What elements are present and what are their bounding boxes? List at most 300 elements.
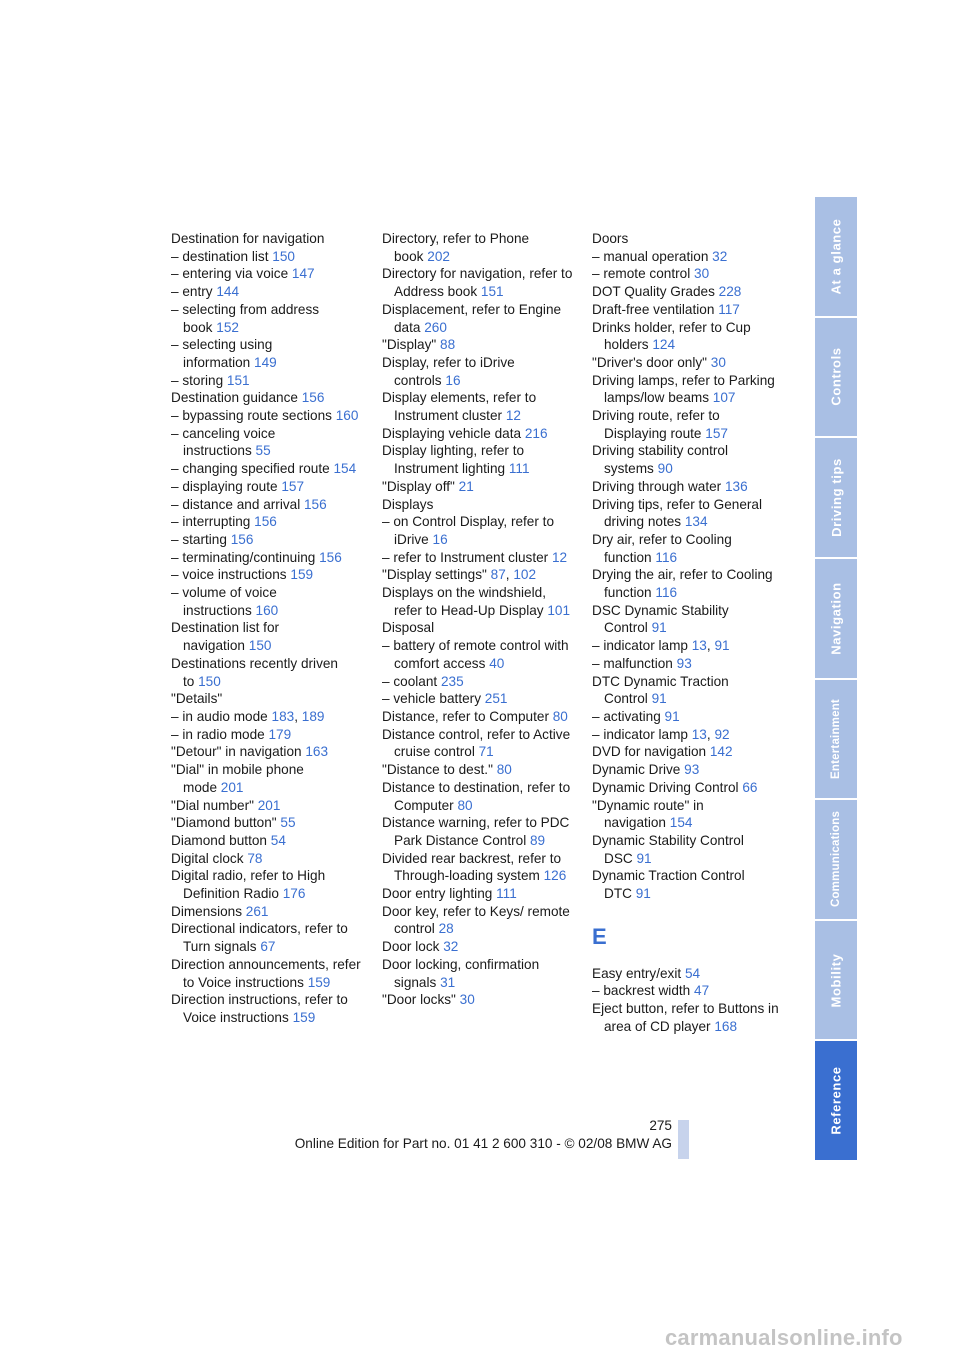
index-entry-text: – voice instructions <box>171 567 287 583</box>
index-entry-text: – destination list <box>171 248 269 264</box>
index-entry <box>171 248 363 266</box>
index-entry <box>382 230 574 265</box>
index-entry <box>382 619 574 637</box>
page-link[interactable]: 260 <box>424 319 447 335</box>
index-entry-text: – manual operation <box>592 248 709 264</box>
index-entry-text: Display, refer to iDrive controls <box>382 354 515 388</box>
page-link[interactable]: 144 <box>216 284 240 300</box>
index-entry-text: – distance and arrival <box>171 496 301 512</box>
index-entry <box>382 265 574 300</box>
index-entry-text: Divided rear backrest, refer to Through-loading system <box>382 850 562 884</box>
index-entry <box>171 549 363 567</box>
index-entry <box>592 602 784 637</box>
tab-communications[interactable] <box>815 800 857 919</box>
index-entry <box>382 301 574 336</box>
index-entry-text: Destination guidance <box>171 390 298 406</box>
index-entry-text: – selecting from address book <box>171 301 320 335</box>
tab-reference[interactable] <box>815 1041 857 1160</box>
page-link[interactable]: 201 <box>257 797 281 813</box>
index-entry-text: Driving route, refer to Displaying route <box>592 408 720 441</box>
index-entry <box>171 513 363 531</box>
index-entry-text: Destinations recently driven to <box>171 655 338 689</box>
index-entry <box>171 814 363 832</box>
page-link[interactable]: 107 <box>712 390 736 406</box>
tab-controls[interactable] <box>815 318 857 437</box>
index-entry <box>592 301 784 319</box>
index-entry <box>171 743 363 761</box>
page-link[interactable]: 156 <box>230 531 254 547</box>
tab-label: At a glance <box>828 218 844 295</box>
tab-navigation[interactable] <box>815 559 857 678</box>
page-link[interactable]: 30 <box>459 992 475 1008</box>
index-entry-text: Driving stability control systems <box>592 443 728 477</box>
page-link[interactable]: 157 <box>281 478 305 494</box>
index-entry-text: Direction announcements, refer to Voice instructions <box>171 956 361 990</box>
index-entry-text: "Driver's door only" <box>592 354 707 370</box>
index-entry-text: Displays on the windshield, refer to Head-Up Display <box>382 585 546 618</box>
index-entry <box>171 619 363 654</box>
tab-at-a-glance[interactable] <box>815 197 857 316</box>
tab-label: Controls <box>828 347 844 407</box>
page-link[interactable]: 134 <box>684 514 708 530</box>
index-entry-text: "Display off" <box>382 478 455 494</box>
index-entry <box>382 779 574 814</box>
index-entry <box>592 442 784 477</box>
page-link[interactable]: 156 <box>304 496 327 512</box>
page-link[interactable]: 117 <box>718 301 740 317</box>
tab-label: Communications <box>830 811 842 908</box>
index-entry-text: – canceling voice instructions <box>171 425 276 459</box>
index-entry-text: – malfunction <box>592 655 673 671</box>
index-entry-text: "Diamond button" <box>171 815 277 831</box>
index-entry-text: Destination for navigation <box>171 231 325 246</box>
page-link[interactable]: 202 <box>427 248 450 264</box>
index-entry <box>592 372 784 407</box>
index-entry <box>382 814 574 849</box>
index-entry <box>592 743 784 761</box>
page-link[interactable]: 30 <box>694 266 710 282</box>
index-entry <box>592 1000 784 1035</box>
index-entry <box>592 230 784 248</box>
page-link[interactable]: 93 <box>684 762 700 778</box>
index-entry-text: Directory, refer to Phone book <box>382 231 530 264</box>
index-entry-text: Displays <box>382 496 434 512</box>
index-entry-text: Door key, refer to Keys/ remote control <box>382 903 570 937</box>
index-entry-text: Directory for navigation, refer to Address book <box>382 266 573 300</box>
index-entry-text: Dynamic Stability Control DSC <box>592 832 744 866</box>
index-entry <box>171 265 363 283</box>
index-entry <box>171 655 363 690</box>
index-entry <box>592 797 784 832</box>
index-entry-text: – battery of remote control with comfort access <box>382 638 569 671</box>
index-entry-text: DTC Dynamic Traction Control <box>592 673 729 707</box>
index-entry-text: – selecting using information <box>171 337 273 370</box>
index-entry-text: Distance control, refer to Active cruise control <box>382 726 571 760</box>
footer-bar <box>678 1120 689 1159</box>
index-entry <box>592 566 784 601</box>
page-link[interactable]: 111 <box>496 886 517 902</box>
page-link[interactable]: 13 <box>691 726 707 742</box>
index-entry-text: Driving through water <box>592 478 722 494</box>
tab-driving-tips[interactable] <box>815 438 857 557</box>
index-entry-text: Display elements, refer to Instrument cluster <box>382 390 537 424</box>
index-entry <box>382 956 574 991</box>
index-entry <box>382 726 574 761</box>
page-link[interactable]: 228 <box>718 284 742 300</box>
index-entry-text: – bypassing route sections <box>171 408 332 424</box>
page-link[interactable]: 159 <box>290 567 314 583</box>
page-link[interactable]: 189 <box>301 708 325 724</box>
page-link[interactable]: 91 <box>636 850 652 866</box>
index-entry <box>382 991 574 1009</box>
index-entry-text: "Display settings" <box>382 567 487 583</box>
page-link[interactable]: 183 <box>271 708 295 724</box>
page-link[interactable]: 156 <box>301 390 325 406</box>
index-entry-text: – coolant <box>382 673 438 689</box>
index-entry <box>382 938 574 956</box>
index-entry-text: Distance warning, refer to PDC Park Distance Control <box>382 815 570 848</box>
page-link[interactable]: 154 <box>333 461 357 477</box>
index-entry <box>171 991 363 1026</box>
index-entry <box>382 584 574 619</box>
index-entry <box>592 283 784 301</box>
index-entry-text: – indicator lamp <box>592 726 688 742</box>
index-entry-text: Digital radio, refer to High Definition Radio <box>171 868 326 902</box>
index-entry-text: – on Control Display, refer to iDrive <box>382 514 555 547</box>
tab-label: Reference <box>828 1066 844 1135</box>
page-link[interactable]: 28 <box>438 921 454 937</box>
index-entry-text: – remote control <box>592 266 691 282</box>
index-entry <box>171 850 363 868</box>
index-letter-heading: E <box>592 923 607 949</box>
index-entry-text: Disposal <box>382 620 435 636</box>
index-entry <box>171 283 363 301</box>
page-link[interactable]: 235 <box>440 673 464 689</box>
index-entry-text: Display lighting, refer to Instrument lighting <box>382 443 525 477</box>
page-link[interactable]: 80 <box>496 762 512 778</box>
page-link[interactable]: 71 <box>478 744 494 760</box>
index-entry-text: Doors <box>592 231 629 246</box>
page-link[interactable]: 163 <box>305 744 329 760</box>
index-entry <box>171 761 363 796</box>
index-entry: – indicator lamp 13, 92 <box>592 726 730 742</box>
index-entry <box>171 584 363 619</box>
index-entry-text: – refer to Instrument cluster <box>382 549 549 565</box>
page-link[interactable]: 16 <box>445 372 461 388</box>
page-link[interactable]: 32 <box>443 939 459 955</box>
page-link[interactable]: 31 <box>440 974 456 990</box>
index-entry-text: – storing <box>171 372 224 388</box>
page-link[interactable]: 54 <box>684 965 701 981</box>
index-entry: – indicator lamp 13, 91 <box>592 638 730 654</box>
index-entry <box>382 673 574 691</box>
index-entry <box>592 655 784 673</box>
index-entry <box>171 867 363 902</box>
index-entry-text: – activating <box>592 708 661 724</box>
tab-label: Entertainment <box>830 698 843 779</box>
page-link[interactable]: 159 <box>292 1009 316 1025</box>
index-entry <box>171 690 363 708</box>
index-entry <box>382 549 574 567</box>
index-entry-text: "Door locks" <box>382 992 456 1008</box>
index-column-1 <box>171 230 363 1027</box>
index-entry <box>592 832 784 867</box>
index-entry-text: Destination list for navigation <box>171 620 280 654</box>
index-entry-text: Dimensions <box>171 903 243 919</box>
page-link[interactable]: 261 <box>245 903 269 919</box>
index-entry <box>382 513 574 548</box>
page-link[interactable]: 32 <box>712 248 728 264</box>
index-entry-text: "Display" <box>382 337 437 353</box>
index-entry <box>382 478 574 496</box>
index-entry <box>171 301 363 336</box>
page-link[interactable]: 91 <box>651 691 667 707</box>
index-entry <box>382 496 574 514</box>
index-entry-text: Drying the air, refer to Cooling function <box>592 567 773 601</box>
page-link[interactable]: 201 <box>220 779 244 795</box>
index-entry-text: – in audio mode <box>171 708 268 724</box>
index-entry <box>592 265 784 283</box>
index-entry-text: Diamond button <box>171 832 267 848</box>
index-entry: – in audio mode 183, 189 <box>171 708 325 724</box>
index-entry <box>171 726 363 744</box>
index-entry-text: Eject button, refer to Buttons in area of CD player <box>592 1001 779 1034</box>
index-entry-text: – entering via voice <box>171 266 289 282</box>
tab-label: Mobility <box>828 953 844 1008</box>
index-entry <box>171 478 363 496</box>
index-entry-text: Door lock <box>382 939 440 955</box>
index-entry <box>171 920 363 955</box>
index-entry-text: – interrupting <box>171 514 251 530</box>
index-entry <box>592 496 784 531</box>
page-link[interactable]: 90 <box>657 461 673 477</box>
page-link[interactable]: 160 <box>335 408 359 424</box>
page-link[interactable]: 80 <box>552 708 568 724</box>
tab-label: Navigation <box>828 581 844 655</box>
index-entry-text: Distance to destination, refer to Computer <box>382 779 571 813</box>
index-entry <box>171 496 363 514</box>
page-link[interactable]: 157 <box>705 425 728 441</box>
index-entry-text: DVD for navigation <box>592 744 707 760</box>
index-entry-text: "Dial" in mobile phone mode <box>171 762 304 795</box>
page-link[interactable]: 91 <box>714 638 730 654</box>
index-entry-text: – entry <box>171 284 213 300</box>
page-link[interactable]: 12 <box>505 408 521 424</box>
index-entry-text: Door entry lighting <box>382 886 493 902</box>
index-entry <box>171 336 363 371</box>
index-entry <box>382 389 574 424</box>
index-entry <box>171 797 363 815</box>
index-entry-text: Digital clock <box>171 850 244 866</box>
page-link[interactable]: 149 <box>254 354 277 370</box>
page-link[interactable]: 152 <box>216 319 239 335</box>
index-entry <box>592 965 784 983</box>
page-link[interactable]: 151 <box>226 372 250 388</box>
index-entry-text: – in radio mode <box>171 726 265 742</box>
index-entry-text: Driving tips, refer to General driving notes <box>592 496 762 530</box>
index-entry <box>171 425 363 460</box>
index-entry-text: Dynamic Traction Control DTC <box>592 868 745 902</box>
section-tabs <box>815 197 857 1160</box>
index-entry <box>171 460 363 478</box>
page-link[interactable]: 80 <box>457 797 473 813</box>
index-entry <box>592 673 784 708</box>
index-entry <box>171 566 363 584</box>
page-link[interactable]: 216 <box>524 425 548 441</box>
page-link[interactable]: 54 <box>270 832 286 848</box>
page-link[interactable]: 156 <box>254 514 277 530</box>
page-link[interactable]: 142 <box>709 744 733 760</box>
index-entry <box>592 708 784 726</box>
page-link[interactable]: 151 <box>480 284 504 300</box>
index-entry-text: "Details" <box>171 691 223 707</box>
page-link[interactable]: 89 <box>530 832 546 848</box>
page-link[interactable]: 16 <box>432 531 448 547</box>
page-link[interactable]: 87 <box>490 567 506 583</box>
index-entry-text: – volume of voice instructions <box>171 585 277 618</box>
page-link[interactable]: 150 <box>248 638 272 654</box>
index-entry <box>592 407 784 442</box>
index-entry <box>382 903 574 938</box>
page-link[interactable]: 91 <box>651 620 667 636</box>
index-entry-text: Distance, refer to Computer <box>382 708 549 724</box>
page-link[interactable]: 66 <box>742 779 758 795</box>
index-entry-text: "Detour" in navigation <box>171 744 302 760</box>
page-link[interactable]: 251 <box>484 691 508 707</box>
page-link[interactable]: 91 <box>635 886 651 902</box>
index-entry-text: Driving lamps, refer to Parking lamps/low beams <box>592 372 775 406</box>
page-link[interactable]: 92 <box>714 726 730 742</box>
page-link[interactable]: 78 <box>247 850 263 866</box>
index-entry <box>382 761 574 779</box>
page-link[interactable]: 124 <box>652 337 676 353</box>
index-entry <box>592 779 784 797</box>
index-entry <box>171 389 363 407</box>
index-entry <box>171 230 363 248</box>
index-entry-text: – changing specified route <box>171 461 330 477</box>
index-entry <box>592 248 784 266</box>
index-entry <box>592 319 784 354</box>
index-entry-text: Draft-free ventilation <box>592 301 715 317</box>
index-entry <box>592 761 784 779</box>
page-link[interactable]: 111 <box>508 461 530 477</box>
index-entry-text: Drinks holder, refer to Cup holders <box>592 319 751 353</box>
page-link[interactable]: 136 <box>724 478 748 494</box>
tab-entertainment[interactable] <box>815 680 857 799</box>
page-link[interactable]: 154 <box>669 815 693 831</box>
page-link[interactable]: 21 <box>458 478 474 494</box>
index-entry <box>382 442 574 477</box>
index-entry-text: – starting <box>171 531 227 547</box>
index-entry: "Display settings" 87, 102 <box>382 567 537 583</box>
page-link[interactable]: 13 <box>691 638 707 654</box>
index-column-3 <box>592 230 784 1036</box>
index-entry <box>382 354 574 389</box>
index-entry <box>382 425 574 443</box>
page-link[interactable]: 40 <box>489 655 505 671</box>
index-entry <box>592 531 784 566</box>
page-link[interactable]: 150 <box>198 673 221 689</box>
index-entry-text: Dynamic Drive <box>592 762 681 778</box>
index-entry-text: Dynamic Driving Control <box>592 779 739 795</box>
index-entry-text: – displaying route <box>171 478 278 494</box>
page-link[interactable]: 160 <box>255 602 279 618</box>
page-link[interactable]: 168 <box>714 1018 738 1034</box>
index-entry-text: DSC Dynamic Stability Control <box>592 602 729 636</box>
tab-mobility[interactable] <box>815 921 857 1040</box>
page-link[interactable]: 88 <box>440 337 456 353</box>
page-link[interactable]: 30 <box>710 354 726 370</box>
index-entry-text: Door locking, confirmation signals <box>382 956 540 990</box>
index-entry <box>171 531 363 549</box>
page-link[interactable]: 67 <box>260 939 276 955</box>
watermark: carmanualsonline.info <box>665 1325 903 1350</box>
index-entry <box>592 478 784 496</box>
index-entry-text: Displaying vehicle data <box>382 425 522 441</box>
index-entry <box>171 372 363 390</box>
index-entry <box>382 708 574 726</box>
page-link[interactable]: 176 <box>282 886 306 902</box>
page-link[interactable]: 126 <box>543 868 567 884</box>
tab-label: Driving tips <box>828 458 844 537</box>
page-link[interactable]: 101 <box>547 602 571 618</box>
page-link[interactable]: 55 <box>280 815 296 831</box>
index-entry <box>382 850 574 885</box>
index-entry <box>382 690 574 708</box>
index-entry-text: – terminating/continuing <box>171 549 316 565</box>
index-entry-text: "Distance to dest." <box>382 762 493 778</box>
index-entry-text: Direction instructions, refer to Voice instructions <box>171 992 348 1025</box>
page-link[interactable]: 179 <box>268 726 292 742</box>
page-link[interactable]: 147 <box>291 266 315 282</box>
index-entry <box>592 867 784 902</box>
index-entry-text: – backrest width <box>592 983 691 999</box>
index-entry-text: Dry air, refer to Cooling function <box>592 531 732 565</box>
page-link[interactable]: 116 <box>655 585 678 601</box>
index-entry-text: Easy entry/exit <box>592 965 682 981</box>
index-entry-text: "Dial number" <box>171 797 254 813</box>
page-link[interactable]: 102 <box>513 567 537 583</box>
index-entry-text: Displacement, refer to Engine data <box>382 301 562 335</box>
index-entry <box>382 637 574 672</box>
page-number: 275 <box>649 1118 672 1133</box>
index-entry <box>171 407 363 425</box>
index-entry <box>171 903 363 921</box>
index-entry-text: – vehicle battery <box>382 691 481 707</box>
page-link[interactable]: 116 <box>655 549 678 565</box>
index-entry <box>592 982 784 1000</box>
page-link[interactable]: 150 <box>272 248 295 264</box>
page-link[interactable]: 91 <box>664 708 680 724</box>
index-entry-text: Directional indicators, refer to Turn signals <box>171 921 348 955</box>
page-link[interactable]: 12 <box>552 549 568 565</box>
page-link[interactable]: 47 <box>694 983 710 999</box>
edition-footer: Online Edition for Part no. 01 41 2 600 310 - © 02/08 BMW AG <box>294 1136 672 1151</box>
index-column-2 <box>382 230 574 1009</box>
index-entry <box>382 885 574 903</box>
page-link[interactable]: 93 <box>676 655 692 671</box>
index-entry <box>592 354 784 372</box>
index-entry-text: – indicator lamp <box>592 638 688 654</box>
index-entry-text: DOT Quality Grades <box>592 284 715 300</box>
page-link[interactable]: 159 <box>307 974 331 990</box>
index-entry <box>171 956 363 991</box>
index-entry <box>171 832 363 850</box>
index-entry-text: "Dynamic route" in navigation <box>592 797 704 831</box>
index-entry <box>382 336 574 354</box>
page-link[interactable]: 55 <box>255 443 271 459</box>
page-link[interactable]: 156 <box>319 549 342 565</box>
